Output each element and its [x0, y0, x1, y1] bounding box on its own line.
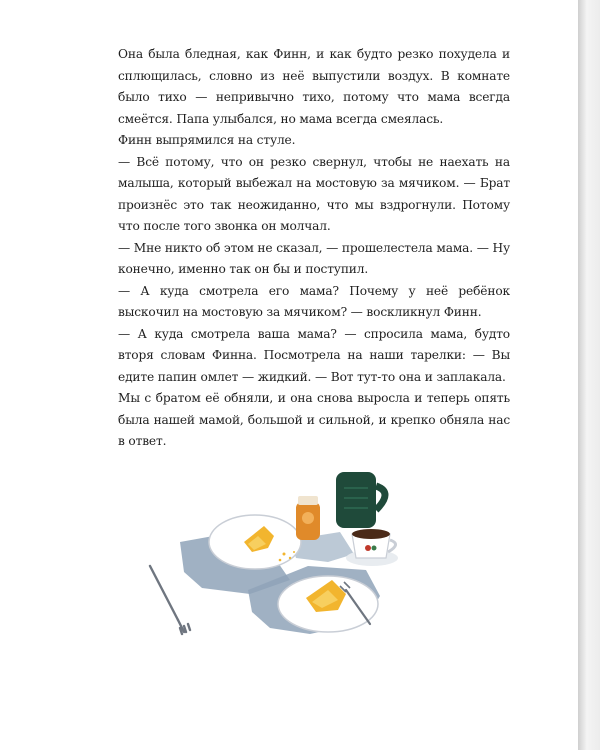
- green-mug: [336, 472, 385, 528]
- paragraph: — А куда смотрела ваша мама? — спросила мама, будто вторя словам Финна. Посмотрела на наши тарелки: — Вы едите папин омлет — жидкий. — Вот тут-то она и заплакала.: [118, 326, 510, 384]
- paragraph: Она была бледная, как Финн, и как будто резко похудела и сплющилась, словно из неё выпустили воздух. В комнате было тихо — непривычно тихо, потому что мама всегда смеётся. Папа улыбался, но мама всегда смеялась.: [118, 47, 510, 126]
- paragraph: — А куда смотрела его мама? Почему у неё ребёнок выскочил на мостовую за мячиком? — воскликнул Финн.: [118, 283, 510, 319]
- plate-with-omelette: [209, 515, 301, 569]
- paragraph: Финн выпрямился на стуле.: [118, 133, 296, 147]
- paragraph: — Мне никто об этом не сказал, — прошелестела мама. — Ну конечно, именно так он бы и поступил.: [118, 240, 510, 276]
- jam-jar: [296, 496, 320, 540]
- story-text: [118, 44, 510, 453]
- breakfast-illustration: [140, 462, 420, 652]
- coffee-cup: [346, 529, 398, 566]
- paragraph: — Всё потому, что он резко свернул, чтобы не наехать на малыша, который выбежал на мостовую за мячиком. — Брат произнёс это так неожиданно, что мы вздрогнули. Потому что после того звонка он молчал.: [118, 154, 510, 233]
- plate-with-omelette: [278, 576, 378, 632]
- fork: [150, 566, 190, 634]
- page-edge: [578, 0, 600, 750]
- paragraph: Мы с братом её обняли, и она снова выросла и теперь опять была нашей мамой, большой и сильной, и крепко обняла нас в ответ.: [118, 391, 510, 448]
